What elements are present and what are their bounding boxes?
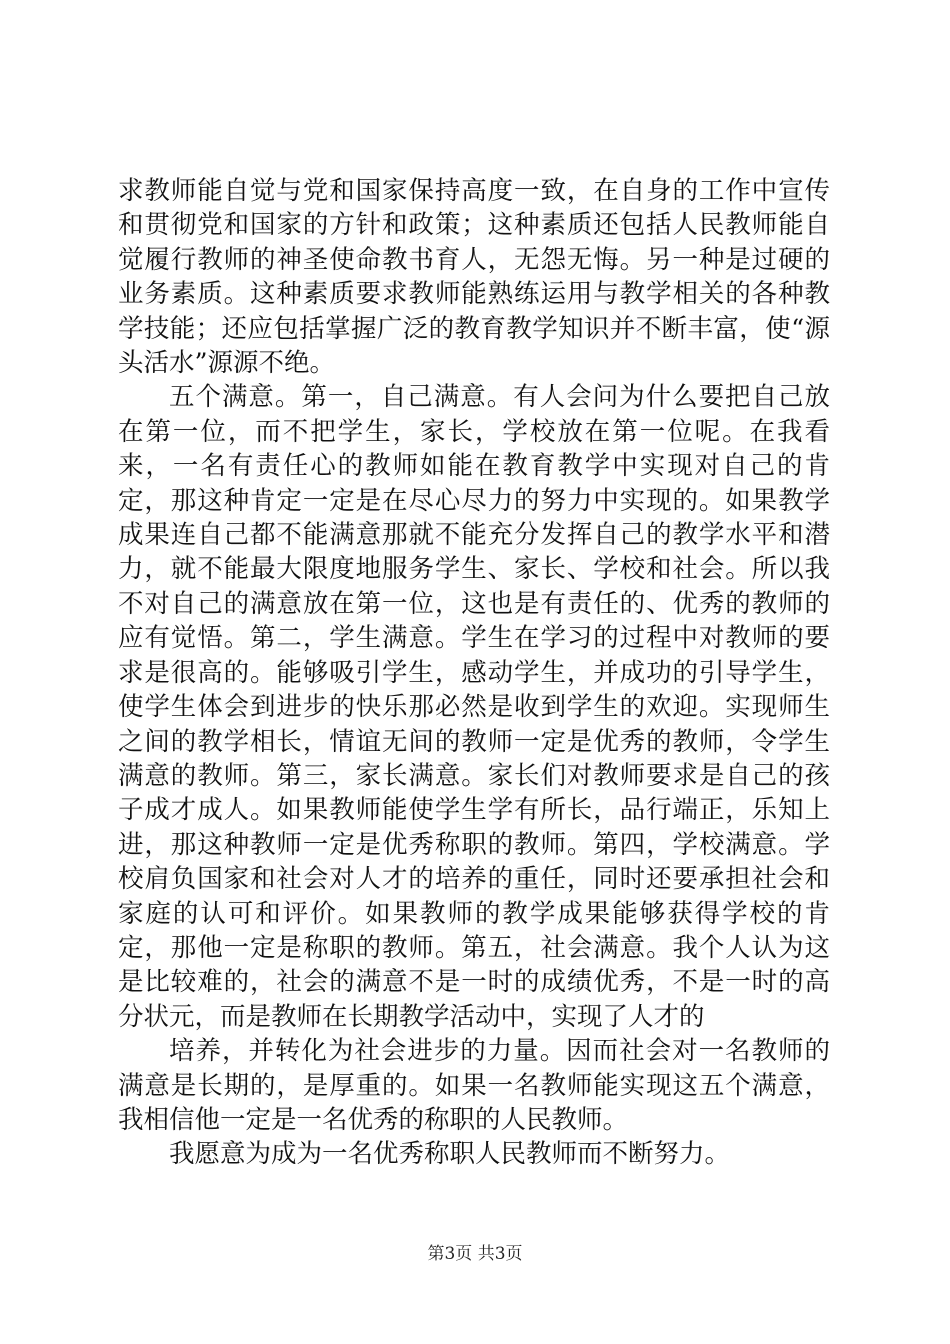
paragraph-3: 培养，并转化为社会进步的力量。因而社会对一名教师的满意是长期的，是厚重的。如果一名教师能实现这五个满意，我相信他一定是一名优秀的称职的人民教师。 [118,1036,830,1135]
paragraph-1: 求教师能自觉与党和国家保持高度一致，在自身的工作中宣传和贯彻党和国家的方针和政策；这种素质还包括人民教师能自觉履行教师的神圣使命教书育人，无怨无悔。另一种是过硬的业务素质。这种素质要求教师能熟练运用与教学相关的各种教学技能；还应包括掌握广泛的教育教学知识并不断丰富，使“源头活水”源源不绝。 [118,176,830,379]
paragraph-4: 我愿意为成为一名优秀称职人民教师而不断努力。 [169,1139,731,1170]
paragraph-2: 五个满意。第一，自己满意。有人会问为什么要把自己放在第一位，而不把学生，家长，学校放在第一位呢。在我看来，一名有责任心的教师如能在教育教学中实现对自己的肯定，那这种肯定一定是在尽心尽力的努力中实现的。如果教学成果连自己都不能满意那就不能充分发挥自己的教学水平和潜力，就不能最大限度地服务学生、家长、学校和社会。所以我不对自己的满意放在第一位，这也是有责任的、优秀的教师的应有觉悟。第二，学生满意。学生在学习的过程中对教师的要求是很高的。能够吸引学生，感动学生，并成功的引导学生，使学生体会到进步的快乐那必然是收到学生的欢迎。实现师生之间的教学相长，情谊无间的教师一定是优秀的教师，令学生满意的教师。第三，家长满意。家长们对教师要求是自己的孩子成才成人。如果教师能使学生学有所长，品行端正，乐知上进，那这种教师一定是优秀称职的教师。第四，学校满意。学校肩负国家和社会对人才的培养的重任，同时还要承担社会和家庭的认可和评价。如果教师的教学成果能够获得学校的肯定，那他一定是称职的教师。第五，社会满意。我个人认为这是比较难的，社会的满意不是一时的成绩优秀，不是一时的高分状元，而是教师在长期教学活动中，实现了人才的 [118,382,830,1032]
page-footer: 第3页 共3页 [427,1244,523,1264]
body-text [118,174,830,1172]
